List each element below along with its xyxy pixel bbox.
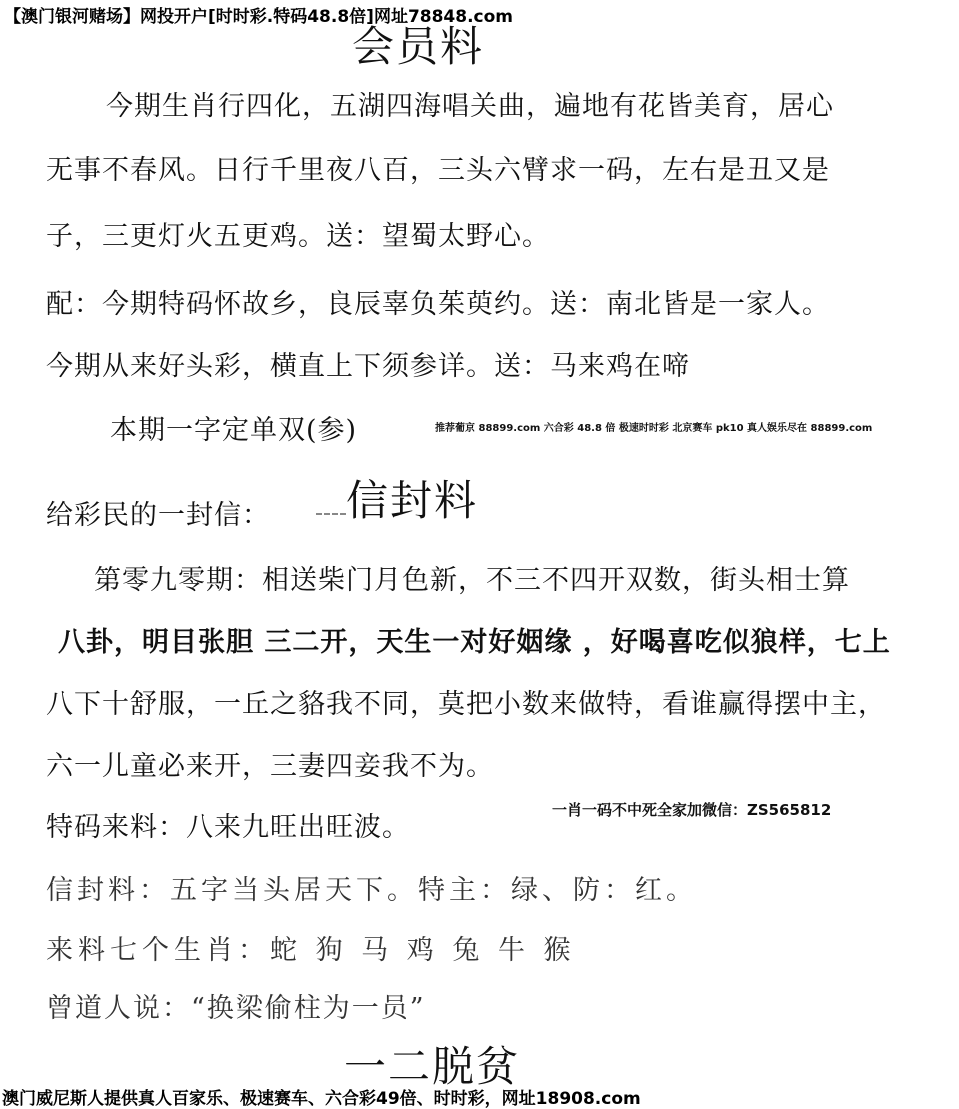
bottom-banner-ad: 澳门威尼斯人提供真人百家乐、极速赛车、六合彩49倍、时时彩，网址18908.com [2,1089,641,1109]
para2-line4: 六一儿童必来开，三妻四妾我不为。 [46,751,494,782]
envelope-line: 信封料：五字当头居天下。特主：绿、防：红。 [46,875,697,906]
pei-line: 配：今期特码怀故乡，良辰辜负茱萸约。送：南北皆是一家人。 [46,289,830,320]
line-five: 今期从来好头彩，横直上下须参详。送：马来鸡在啼 [46,351,690,382]
heading-member-material: 会员料 [352,22,485,71]
zengdao-line: 曾道人说：“换梁偷柱为一员” [46,993,426,1024]
para2-line3: 八下十舒服，一丘之貉我不同，莫把小数来做特，看谁赢得摆中主， [46,689,886,720]
dashed-underline [316,513,346,515]
line-single-double: 本期一字定单双(参) [110,415,358,446]
wechat-ad: 一肖一码不中死全家加微信：ZS565812 [552,801,832,819]
special-code-line: 特码来料：八来九旺出旺波。 [46,812,410,843]
top-banner-ad: 【澳门银河赌场】网投开户[时时彩.特码48.8倍]网址78848.com [4,7,514,27]
para1-line1: 今期生肖行四化，五湖四海唱关曲，遍地有花皆美育，居心 [106,91,834,122]
para2-line2: 八卦，明目张胆 三二开，天生一对好姻缘 ，好喝喜吃似狼样，七上 [58,627,891,658]
seven-zodiac-line: 来料七个生肖：蛇 狗 马 鸡 兔 牛 猴 [46,935,576,966]
letter-label: 给彩民的一封信： [46,500,270,531]
heading-envelope-material: 信封料 [346,476,479,525]
para1-line3: 子，三更灯火五更鸡。送：望蜀太野心。 [46,221,550,252]
heading-poverty-relief: 一二脱贫 [344,1042,521,1091]
small-ad-text: 推荐葡京 88899.com 六合彩 48.8 倍 极速时时彩 北京赛车 pk10 真人娱乐尽在 88899.com [435,423,873,434]
para1-line2: 无事不春风。日行千里夜八百，三头六臂求一码，左右是丑又是 [46,155,830,186]
para2-line1: 第零九零期：相送柴门月色新，不三不四开双数，街头相士算 [94,565,850,596]
